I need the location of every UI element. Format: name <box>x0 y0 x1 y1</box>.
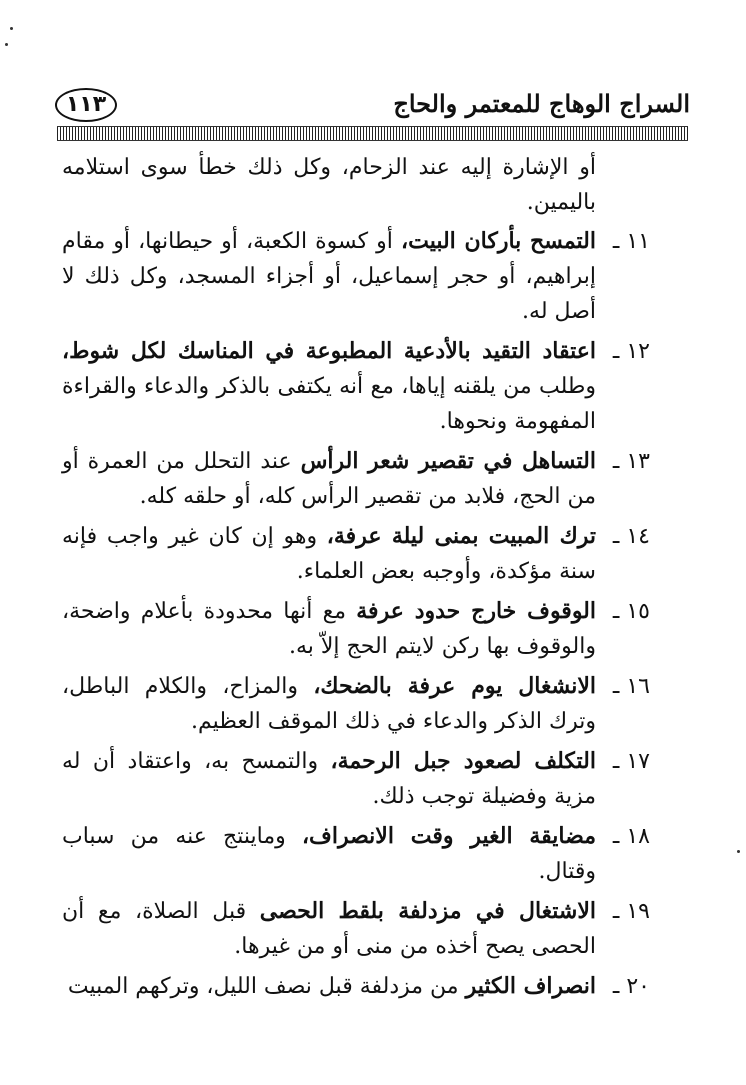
list-item-18 <box>62 819 650 889</box>
item-text: والمزاح، والكلام الباطل، وترك الذكر والدعاء في ذلك الموقف العظيم. <box>62 674 596 734</box>
item-number: ١٣ ـ <box>612 449 650 474</box>
page-number-badge: ١١٣ <box>55 88 117 122</box>
scan-speck <box>5 43 8 46</box>
item-bold-heading: ترك المبيت بمنى ليلة عرفة، <box>326 523 596 549</box>
item-text: وهو إن كان غير واجب فإنه سنة مؤكدة، وأوجبه بعض العلماء. <box>62 524 596 584</box>
page-content <box>62 150 650 1009</box>
item-number: ١٤ ـ <box>612 524 650 549</box>
item-bold-heading: مضايقة الغير وقت الانصراف، <box>301 823 596 849</box>
list-item-16 <box>62 669 650 739</box>
item-bold-heading: الاشتغال في مزدلفة بلقط الحصى <box>259 898 597 924</box>
item-text: والتمسح به، واعتقاد أن له مزية وفضيلة توجب ذلك. <box>62 749 596 809</box>
item-text: مع أنها محدودة بأعلام واضحة، والوقوف بها ركن لايتم الحج إلاّ به. <box>62 599 596 659</box>
header-rule <box>57 126 688 141</box>
item-number: ١٥ ـ <box>612 599 650 624</box>
running-title: السراج الوهاج للمعتمر والحاج <box>393 89 690 118</box>
item-bold-heading: اعتقاد التقيد بالأدعية المطبوعة في المناسك لكل شوط، <box>62 338 596 364</box>
item-number: ١٩ ـ <box>612 899 650 924</box>
list-item-15 <box>62 594 650 664</box>
item-number: ١٢ ـ <box>612 339 650 364</box>
list-item-14 <box>62 519 650 589</box>
item-bold-heading: الوقوف خارج حدود عرفة <box>356 598 596 624</box>
item-bold-heading: التمسح بأركان البيت، <box>400 228 596 254</box>
item-number: ٢٠ ـ <box>612 974 650 999</box>
list-item-17 <box>62 744 650 814</box>
list-item-13 <box>62 444 650 514</box>
item-text: أو كسوة الكعبة، أو حيطانها، أو مقام إبراهيم، أو حجر إسماعيل، أو أجزاء المسجد، وكل ذلك لا أصل له. <box>62 229 596 324</box>
list-item-20 <box>62 969 650 1004</box>
item-text: من مزدلفة قبل نصف الليل، وتركهم المبيت <box>67 974 466 999</box>
item-number: ١٦ ـ <box>612 674 650 699</box>
item-text: قبل الصلاة، مع أن الحصى يصح أخذه من منى أو من غيرها. <box>62 899 596 959</box>
item-number: ١٧ ـ <box>612 749 650 774</box>
item-bold-heading: التساهل في تقصير شعر الرأس <box>300 448 596 474</box>
scan-speck <box>10 27 13 30</box>
item-number: ١٨ ـ <box>612 824 650 849</box>
intro-paragraph: أو الإشارة إليه عند الزحام، وكل ذلك خطأ سوى استلامه باليمين. <box>62 155 596 215</box>
item-text: عند التحلل من العمرة أو من الحج، فلابد من تقصير الرأس كله، أو حلقه كله. <box>62 449 596 509</box>
list-item-11 <box>62 224 650 329</box>
list-item-12 <box>62 334 650 439</box>
item-bold-heading: التكلف لصعود جبل الرحمة، <box>330 748 596 774</box>
item-number: ١١ ـ <box>612 229 650 254</box>
item-text: وطلب من يلقنه إياها، مع أنه يكتفى بالذكر والدعاء والقراءة المفهومة ونحوها. <box>62 374 596 434</box>
item-text: وماينتج عنه من سباب وقتال. <box>62 824 596 884</box>
item-bold-heading: انصراف الكثير <box>465 973 596 999</box>
item-bold-heading: الانشغال يوم عرفة بالضحك، <box>313 673 596 699</box>
list-item-19 <box>62 894 650 964</box>
scan-speck <box>737 850 740 853</box>
